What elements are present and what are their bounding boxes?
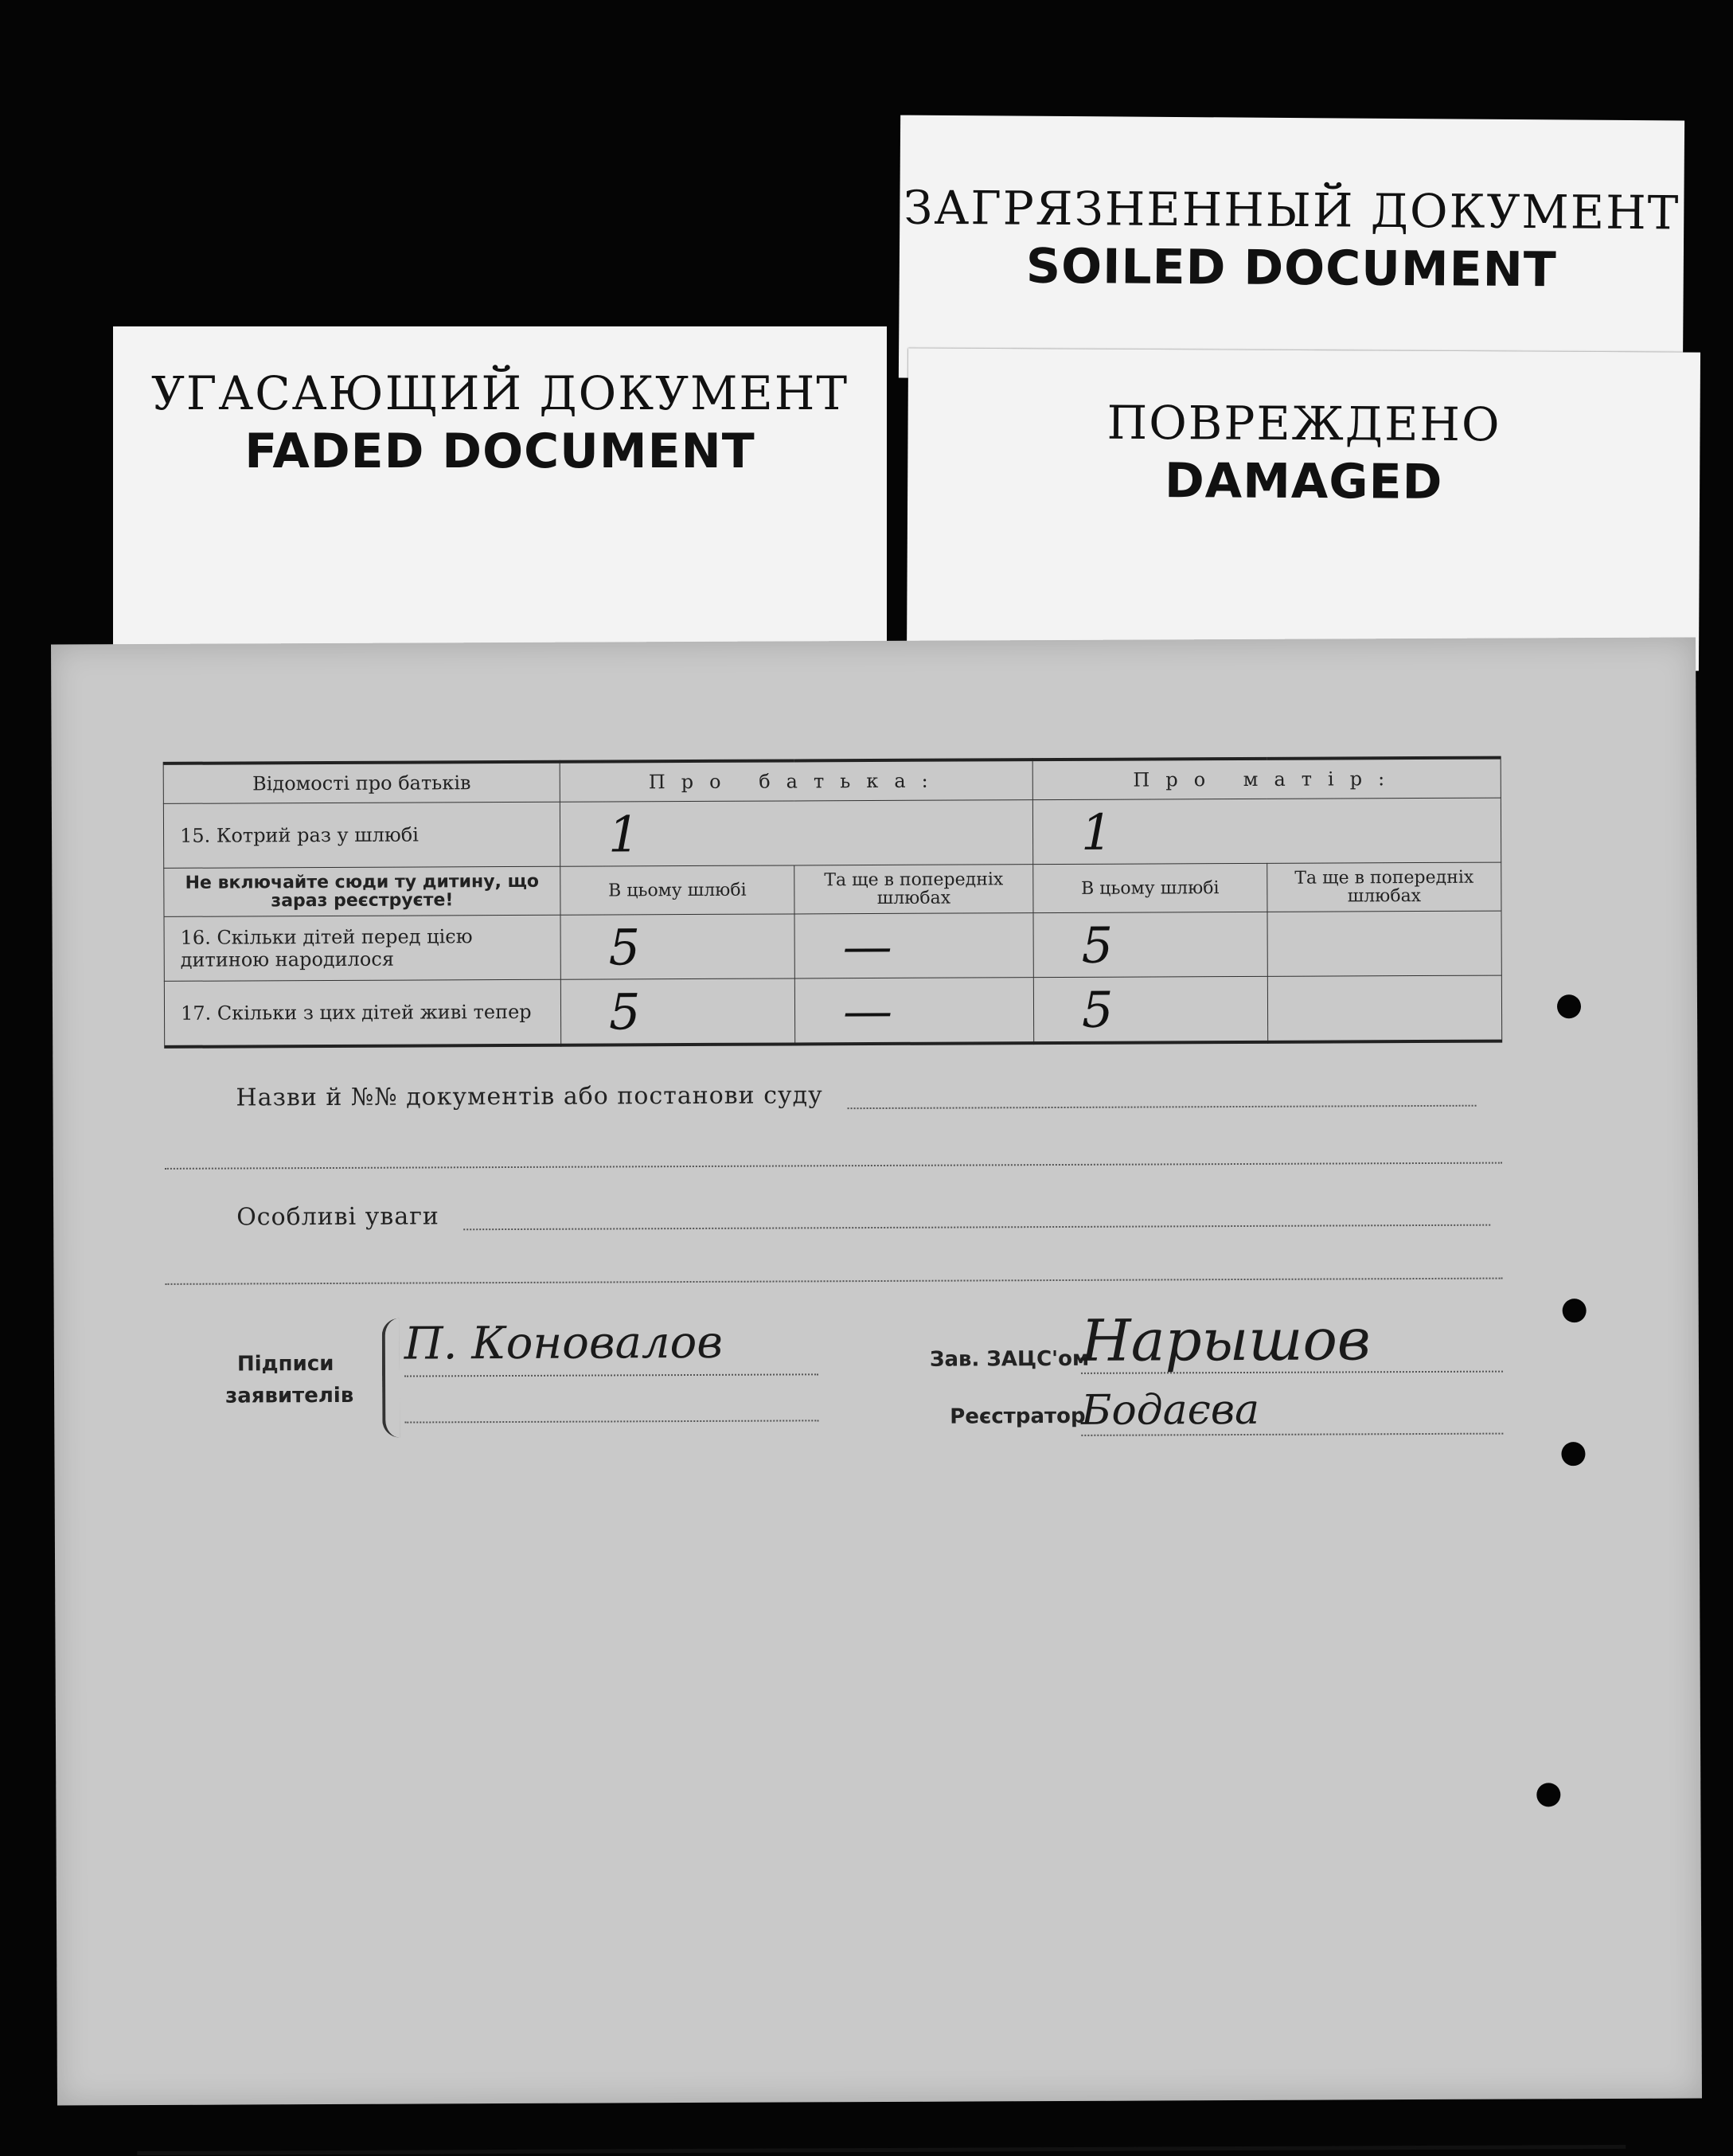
remarks-continuation-line xyxy=(166,1278,1503,1285)
mother-this-marriage-header: В цьому шлюбі xyxy=(1033,863,1267,912)
documents-fill-line xyxy=(847,1081,1476,1109)
row15-mother-value: 1 xyxy=(1032,798,1501,865)
applicants-bracket xyxy=(382,1318,400,1438)
table-subheader-row xyxy=(164,862,1501,916)
row16-mother-prev xyxy=(1267,911,1501,976)
soiled-label-en: SOILED DOCUMENT xyxy=(1025,238,1557,299)
father-this-marriage-header: В цьому шлюбі xyxy=(560,865,794,915)
damaged-label-en: DAMAGED xyxy=(1164,453,1443,510)
father-header: Про батька: xyxy=(560,760,1032,802)
row16-father-this: 5 xyxy=(560,914,794,979)
warning-note: Не включайте сюди ту дитину, що зараз реєструєте! xyxy=(164,866,560,916)
applicants-label-1: Підписи xyxy=(236,1351,334,1377)
registrar-signature: Бодаєва xyxy=(1081,1385,1260,1435)
row17-mother-prev xyxy=(1267,975,1501,1042)
bottom-rule xyxy=(137,2145,1626,2155)
father-previous-marriages-header: Та ще в попередніх шлюбах xyxy=(794,865,1033,914)
row16-mother-this: 5 xyxy=(1033,912,1267,977)
mother-header: Про матір: xyxy=(1032,758,1501,800)
table-row xyxy=(164,911,1501,981)
registry-form-sheet xyxy=(51,638,1702,2106)
head-label: Зав. ЗАЦС'ом xyxy=(929,1346,1090,1372)
mother-previous-marriages-header: Та ще в попередніх шлюбах xyxy=(1267,862,1501,912)
documents-line xyxy=(164,1078,1573,1112)
faded-label-ru: УГАСАЮЩИЙ ДОКУМЕНТ xyxy=(150,366,849,420)
faded-document-card xyxy=(113,326,887,661)
documents-continuation-line xyxy=(165,1162,1502,1170)
form-body xyxy=(163,756,1502,1435)
binding-hole xyxy=(1563,1299,1587,1322)
remarks-line xyxy=(165,1197,1574,1232)
section-header: Відомості про батьків xyxy=(163,762,560,804)
soiled-label-ru: ЗАГРЯЗНЕННЫЙ ДОКУМЕНТ xyxy=(904,180,1680,240)
damaged-label-ru: ПОВРЕЖДЕНО xyxy=(1107,395,1501,452)
table-row xyxy=(164,975,1501,1047)
row17-father-this: 5 xyxy=(560,978,794,1045)
table-row xyxy=(163,798,1501,868)
table-header-row xyxy=(163,758,1501,804)
row17-label: 17. Скільки з цих дітей живі тепер xyxy=(164,979,560,1047)
row15-label: 15. Котрий раз у шлюбі xyxy=(163,802,560,868)
applicant-signature-line-1 xyxy=(404,1373,818,1377)
row17-father-prev: — xyxy=(794,978,1033,1045)
binding-hole xyxy=(1557,994,1581,1018)
head-signature: Нарышов xyxy=(1080,1306,1371,1374)
documents-label: Назви й №№ документів або постанови суду xyxy=(236,1081,823,1112)
binding-hole xyxy=(1561,1442,1585,1466)
remarks-fill-line xyxy=(463,1201,1490,1231)
row17-mother-this: 5 xyxy=(1033,976,1267,1043)
remarks-label: Особливі уваги xyxy=(236,1202,439,1232)
applicant-signature-line-2 xyxy=(404,1420,818,1423)
binding-hole xyxy=(1536,1783,1560,1806)
faded-label-en: FADED DOCUMENT xyxy=(244,424,755,479)
registrar-label: Реєстратор xyxy=(950,1404,1086,1429)
row16-label: 16. Скільки дітей перед цією дитиною народилося xyxy=(164,915,560,981)
applicant-signature: П. Коновалов xyxy=(404,1316,724,1370)
parents-info-table xyxy=(163,756,1503,1049)
applicants-label-2: заявителів xyxy=(225,1383,354,1408)
damaged-document-card xyxy=(907,348,1700,670)
row15-father-value: 1 xyxy=(560,800,1032,867)
row16-father-prev: — xyxy=(794,913,1033,978)
soiled-document-card xyxy=(899,115,1684,384)
